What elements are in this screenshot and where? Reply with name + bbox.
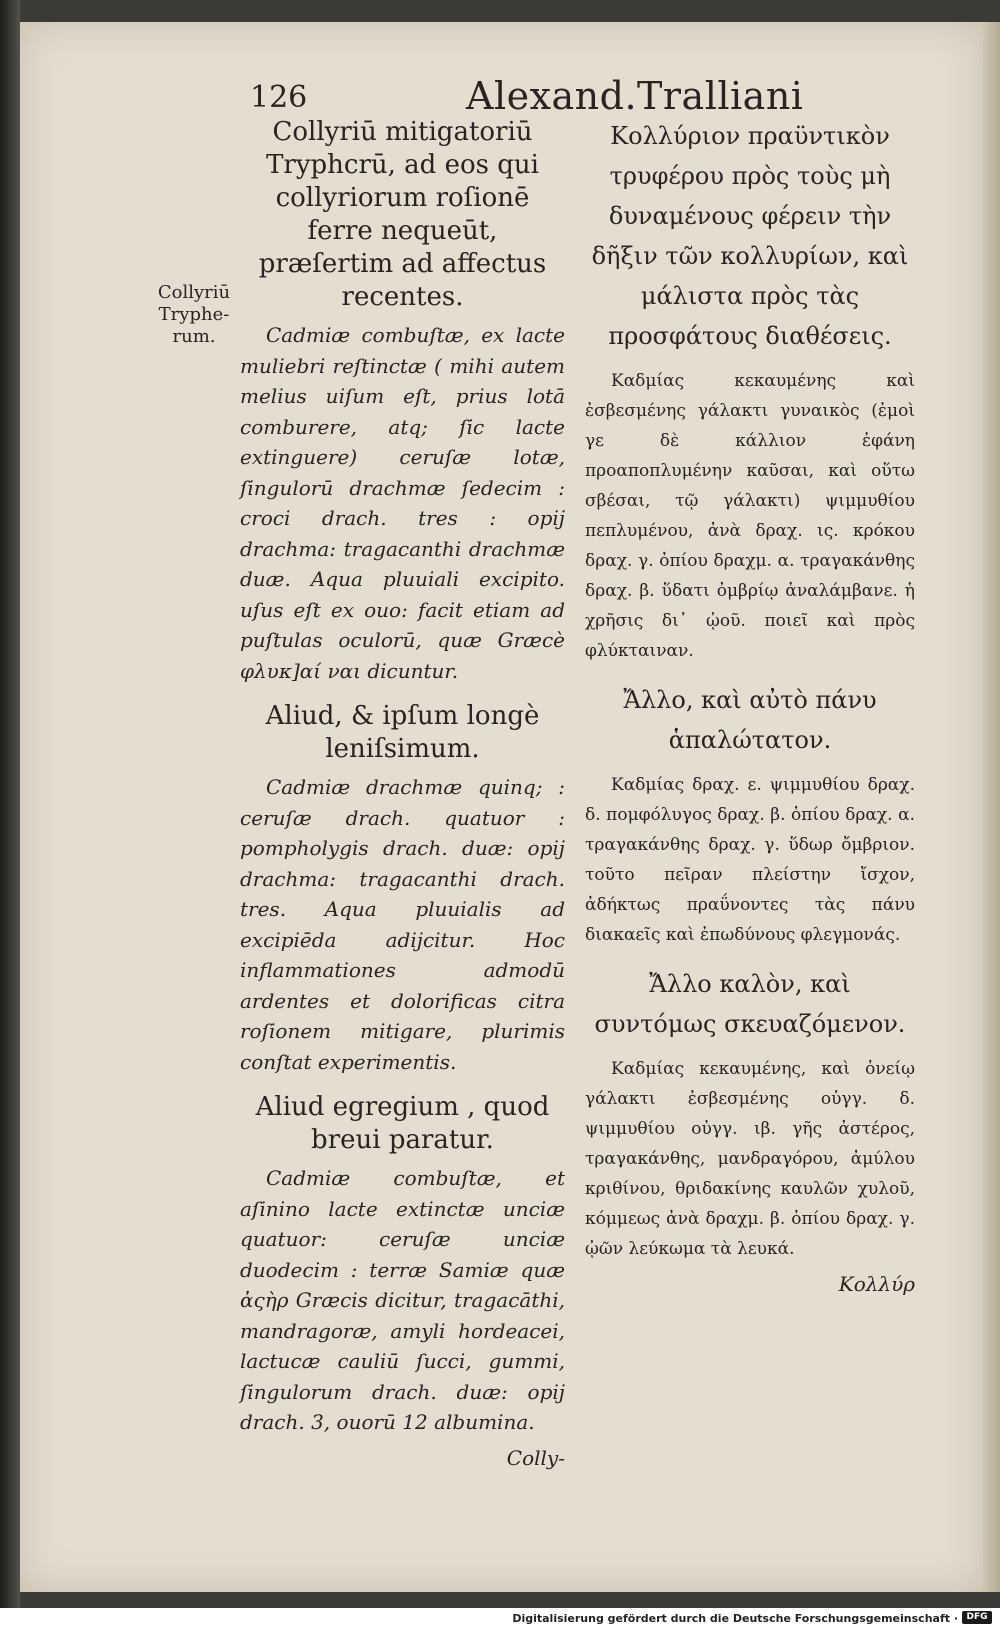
section-heading: Ἄλλο, καὶ αὐτὸ πάνυ ἁπαλώτατον.: [623, 686, 877, 754]
section-body: Καδμίας δραχ. ε. ψιμμυθίου δραχ. δ. πομφόλυγος δραχ. β. ὀπίου δραχ. α. τραγακάνθης δραχ. γ. ὕδωρ ὄμβριον. τοῦτο πεῖραν πλείστην ἴσχον, ἀδήκτως πραΰνοντες τὰς πάνυ διακαεῖς καὶ ἐπωδύνους φλεγμονάς.: [585, 775, 915, 945]
running-head: Alexand.Tralliani: [466, 74, 804, 118]
section-heading: Ἄλλο καλὸν, καὶ συντόμως σκευαζόμενον.: [594, 970, 906, 1038]
margin-note: Collyriū Tryphe-rum.: [157, 282, 231, 347]
catchword: Colly-: [506, 1445, 565, 1470]
footer-credit: Digitalisierung gefördert durch die Deutsche Forschungsgemeinschaft ·: [512, 1612, 958, 1625]
section-body: Cadmiæ combuſtæ, et aſinino lacte extinctæ unciæ quatuor: ceruſæ unciæ duodecim : terræ Samiæ quæ ἀςὴρ Græcis dicitur, tragacāthi, mandragoræ, amyli hordeacei, lactucæ cauliū ſucci, gummi, ſingulorum drach. duæ: opij drach. 3, ouorū 12 albumina.: [240, 1166, 565, 1434]
section-heading: Aliud, & ipſum longè leniſsimum.: [265, 701, 540, 764]
section-heading: Κολλύριον πραϋντικὸν τρυφέρου πρὸς τοὺς μὴ δυναμένους φέρειν τὴν δῆξιν τῶν κολλυρίων, καὶ μάλιστα πρὸς τὰς προσφάτους διαθέσεις.: [591, 122, 909, 350]
catchword: Κολλύρ: [838, 1272, 915, 1296]
digitization-footer: [0, 1608, 1000, 1628]
left-column-latin: [240, 116, 565, 1470]
section-body: Cadmiæ combuſtæ, ex lacte muliebri reſtinctæ ( mihi autem melius uiſum eſt, prius lotā comburere, atq; ſic lacte extinguere) ceruſæ lotæ, ſingulorū drachmæ ſedecim : croci drach. tres : opij drachma: tragacanthi drachmæ duæ. Aqua pluuiali excipito. uſus eſt ex ouo: facit etiam ad puſtulas oculorū, quæ Græcè φλυκ]αί ναι dicuntur.: [240, 323, 565, 683]
right-column-greek: [585, 116, 915, 1296]
section-heading: Collyriū mitigatoriū Tryphcrū, ad eos qui collyriorum roſionē ferre nequeūt, præſertim ad affectus recentes.: [258, 117, 547, 312]
section-body: Καδμίας κεκαυμένης, καὶ ὀνείῳ γάλακτι ἐσβεσμένης οὐγγ. δ. ψιμμυθίου οὐγγ. ιβ. γῆς ἀστέρος, τραγακάνθης, μανδραγόρου, ἀμύλου κριθίνου, θριδακίνης καυλῶν χυλοῦ, κόμμεως ἀνὰ δραχμ. β. ὀπίου δραχ. γ. ᾠῶν λεύκωμα τὰ λευκά.: [585, 1059, 915, 1259]
section-body: Cadmiæ drachmæ quinq; : ceruſæ drach. quatuor : pompholygis drach. duæ: opij drachma: tragacanthi drach. tres. Aqua pluuialis ad excipiēda adijcitur. Hoc inflammationes admodū ardentes et dolorificas citra roſionem mitigare, plurimis conſtat experimentis.: [240, 775, 565, 1074]
dfg-logo-icon: DFG: [962, 1611, 992, 1624]
book-binding: [0, 0, 20, 1608]
section-body: Καδμίας κεκαυμένης καὶ ἐσβεσμένης γάλακτι γυναικὸς (ἐμοὶ γε δὲ κάλλιον ἐφάνη προαποπλυμένην καῦσαι, καὶ οὕτω σβέσαι, τῷ γάλακτι) ψιμμυθίου πεπλυμένου, ἀνὰ δραχ. ις. κρόκου δραχ. γ. ὀπίου δραχμ. α. τραγακάνθης δραχ. β. ὕδατι ὀμβρίῳ ἀναλάμβανε. ἡ χρῆσις δι᾽ ᾠοῦ. ποιεῖ καὶ πρὸς φλύκταιναν.: [585, 371, 915, 661]
page-edge: [983, 22, 1000, 1592]
page-number: 126: [250, 80, 308, 115]
section-heading: Aliud egregium , quod breui paratur.: [255, 1092, 550, 1155]
